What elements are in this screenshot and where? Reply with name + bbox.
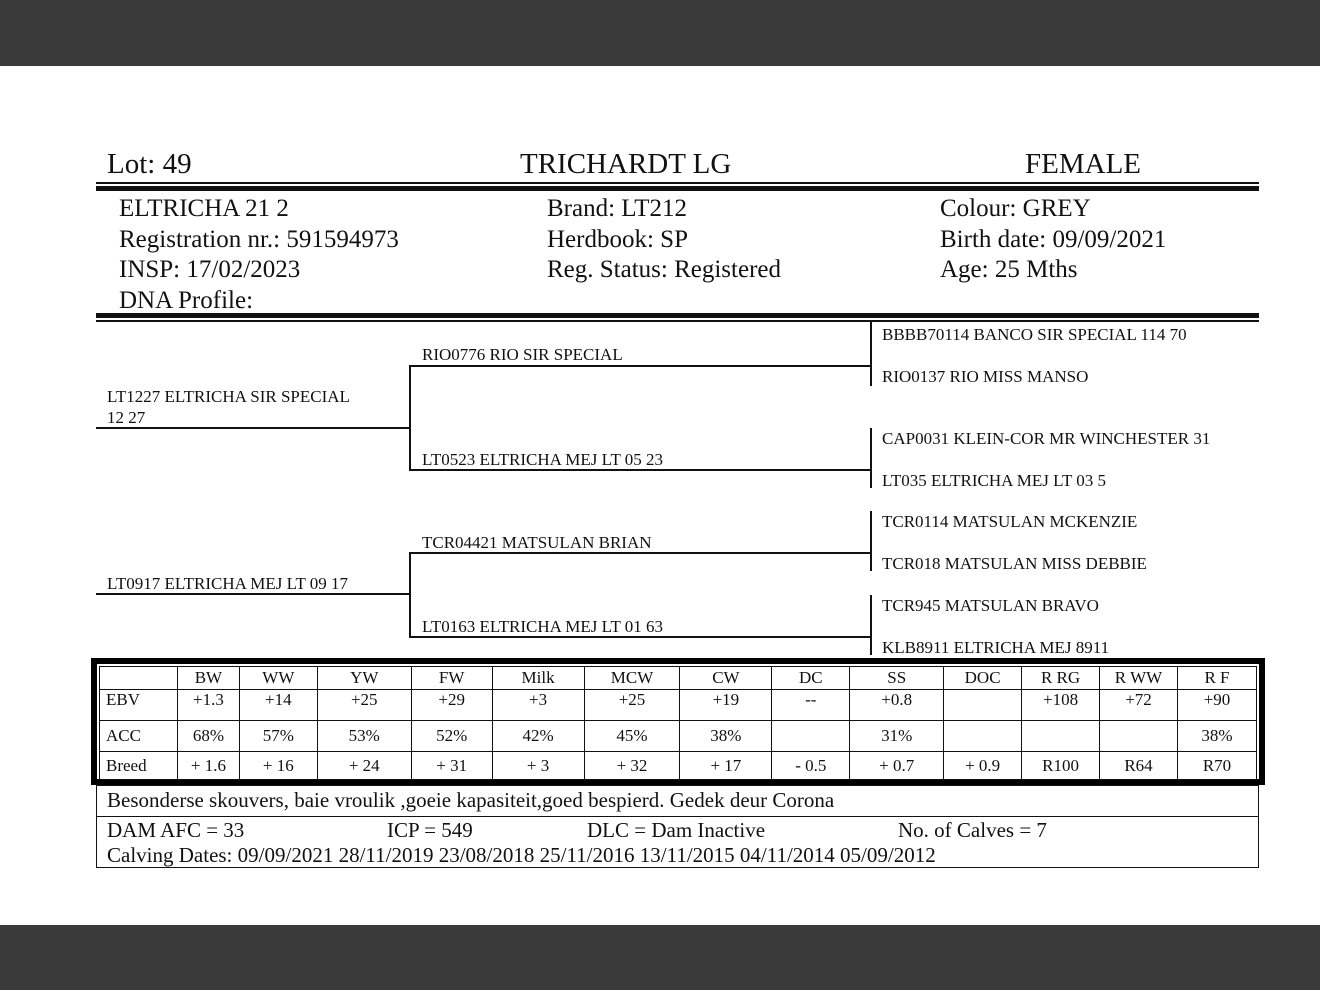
acc-cell: 45% — [584, 721, 680, 752]
sire-sire-line — [409, 365, 871, 367]
ebv-cell: +108 — [1022, 690, 1100, 721]
ebv-cell: +25 — [584, 690, 680, 721]
inspection-date: INSP: 17/02/2023 — [119, 256, 301, 283]
pedigree-sire-line2: 12 27 — [107, 408, 146, 427]
header-rule-thin — [96, 182, 1259, 184]
lot-number: Lot: 49 — [107, 148, 192, 180]
birth-date: Birth date: 09/09/2021 — [940, 225, 1167, 253]
dam-info-box — [96, 816, 1259, 868]
ebv-header-cell: R F — [1177, 667, 1256, 690]
pedigree-sire: LT1227 ELTRICHA SIR SPECIAL — [107, 387, 350, 406]
ebv-header-cell: SS — [850, 667, 944, 690]
info-rule-thick — [96, 313, 1259, 318]
breed-row — [100, 752, 1257, 780]
breed-cell: + 31 — [411, 752, 492, 780]
sire-sire-connector — [870, 322, 872, 386]
animal-sex: FEMALE — [1025, 148, 1141, 180]
top-bar — [0, 0, 1320, 66]
ebv-table-frame — [91, 658, 1265, 785]
breed-cell: + 1.6 — [177, 752, 239, 780]
calving-dates: Calving Dates: 09/09/2021 28/11/2019 23/08/2018 25/11/2016 13/11/2015 04/11/2014 05/09/2012 — [107, 843, 936, 867]
header-rule-thick — [96, 186, 1259, 191]
pedigree-gg-7: TCR945 MATSULAN BRAVO — [882, 596, 1099, 615]
animal-info-right — [940, 194, 1166, 286]
animal-name: ELTRICHA 21 2 — [119, 195, 289, 222]
ebv-header-cell — [100, 667, 178, 690]
brand: Brand: LT212 — [547, 195, 688, 222]
ebv-cell: +3 — [492, 690, 584, 721]
pedigree-gg-8: KLB8911 ELTRICHA MEJ 8911 — [882, 638, 1110, 657]
ebv-cell: +14 — [239, 690, 317, 721]
breeder-name: TRICHARDT LG — [520, 148, 732, 180]
ebv-header-cell: R WW — [1100, 667, 1178, 690]
ebv-cell: +90 — [1177, 690, 1256, 721]
ebv-cell: +0.8 — [850, 690, 944, 721]
breed-cell: + 3 — [492, 752, 584, 780]
ebv-cell: +1.3 — [177, 690, 239, 721]
animal-info-middle — [547, 194, 781, 286]
herdbook: Herdbook: SP — [547, 225, 688, 253]
ebv-row — [100, 690, 1257, 721]
ebv-header-cell: Milk — [492, 667, 584, 690]
acc-row — [100, 721, 1257, 752]
acc-cell — [1022, 721, 1100, 752]
dam-dam-line — [409, 636, 871, 638]
pedigree-dam: LT0917 ELTRICHA MEJ LT 09 17 — [107, 574, 349, 593]
breed-cell: R70 — [1177, 752, 1256, 780]
breed-cell: + 24 — [317, 752, 411, 780]
reg-status: Reg. Status: Registered — [547, 256, 781, 283]
breed-cell: - 0.5 — [772, 752, 850, 780]
ebv-cell: +19 — [680, 690, 772, 721]
pedigree-dam-dam: LT0163 ELTRICHA MEJ LT 01 63 — [422, 617, 664, 636]
dam-connector — [409, 552, 411, 636]
dam-sire-line — [409, 552, 871, 554]
pedigree-gg-5: TCR0114 MATSULAN MCKENZIE — [882, 512, 1138, 531]
pedigree-sire-dam: LT0523 ELTRICHA MEJ LT 05 23 — [422, 450, 664, 469]
breed-cell: R64 — [1100, 752, 1178, 780]
pedigree-gg-4: LT035 ELTRICHA MEJ LT 03 5 — [882, 471, 1107, 490]
sire-connector — [409, 365, 411, 469]
pedigree-gg-1: BBBB70114 BANCO SIR SPECIAL 114 70 — [882, 325, 1187, 344]
acc-row-label: ACC — [100, 721, 178, 752]
acc-cell: 53% — [317, 721, 411, 752]
breed-cell: + 16 — [239, 752, 317, 780]
no-of-calves: No. of Calves = 7 — [898, 818, 1047, 842]
acc-cell: 38% — [680, 721, 772, 752]
acc-cell: 57% — [239, 721, 317, 752]
ebv-header-cell: BW — [177, 667, 239, 690]
sire-dam-line — [409, 469, 871, 471]
dlc: DLC = Dam Inactive — [587, 818, 766, 842]
info-rule-thin — [96, 320, 1259, 322]
dna-profile: DNA Profile: — [119, 286, 254, 314]
acc-cell: 52% — [411, 721, 492, 752]
ebv-header-cell: R RG — [1022, 667, 1100, 690]
breed-cell: + 17 — [680, 752, 772, 780]
acc-cell: 42% — [492, 721, 584, 752]
breed-cell: + 0.7 — [850, 752, 944, 780]
breed-cell: R100 — [1022, 752, 1100, 780]
pedigree-dam-sire: TCR04421 MATSULAN BRIAN — [422, 533, 652, 552]
ebv-header-cell: DC — [772, 667, 850, 690]
sire-dam-connector — [870, 428, 872, 488]
ebv-cell: +25 — [317, 690, 411, 721]
ebv-table — [99, 666, 1257, 780]
pedigree-gg-2: RIO0137 RIO MISS MANSO — [882, 367, 1089, 386]
bottom-bar — [0, 925, 1320, 990]
ebv-header-cell: DOC — [944, 667, 1022, 690]
dam-dam-connector — [870, 595, 872, 655]
pedigree-sire-sire: RIO0776 RIO SIR SPECIAL — [422, 345, 623, 364]
ebv-cell: -- — [772, 690, 850, 721]
animal-info-left — [119, 194, 399, 316]
age: Age: 25 Mths — [940, 256, 1078, 283]
ebv-header-cell: YW — [317, 667, 411, 690]
acc-cell — [1100, 721, 1178, 752]
ebv-row-label: EBV — [100, 690, 178, 721]
acc-cell: 31% — [850, 721, 944, 752]
acc-cell — [944, 721, 1022, 752]
breed-cell: + 0.9 — [944, 752, 1022, 780]
breed-cell: + 32 — [584, 752, 680, 780]
comments-box — [96, 785, 1259, 817]
ebv-header-cell: FW — [411, 667, 492, 690]
ebv-header-cell: CW — [680, 667, 772, 690]
dam-afc: DAM AFC = 33 — [107, 818, 245, 842]
colour: Colour: GREY — [940, 195, 1091, 222]
acc-cell: 38% — [1177, 721, 1256, 752]
ebv-header-row — [100, 667, 1257, 690]
acc-cell — [772, 721, 850, 752]
sire-line — [96, 427, 410, 429]
ebv-cell: +72 — [1100, 690, 1178, 721]
acc-cell: 68% — [177, 721, 239, 752]
ebv-header-cell: MCW — [584, 667, 680, 690]
ebv-header-cell: WW — [239, 667, 317, 690]
ebv-cell — [944, 690, 1022, 721]
registration-number: Registration nr.: 591594973 — [119, 225, 399, 253]
dam-sire-connector — [870, 511, 872, 571]
breed-row-label: Breed — [100, 752, 178, 780]
comments-text: Besonderse skouvers, baie vroulik ,goeie kapasiteit,goed bespierd. Gedek deur Corona — [107, 788, 835, 812]
dam-line — [96, 593, 410, 595]
pedigree-gg-3: CAP0031 KLEIN-COR MR WINCHESTER 31 — [882, 429, 1211, 448]
ebv-cell: +29 — [411, 690, 492, 721]
icp: ICP = 549 — [387, 818, 473, 842]
pedigree-gg-6: TCR018 MATSULAN MISS DEBBIE — [882, 554, 1147, 573]
